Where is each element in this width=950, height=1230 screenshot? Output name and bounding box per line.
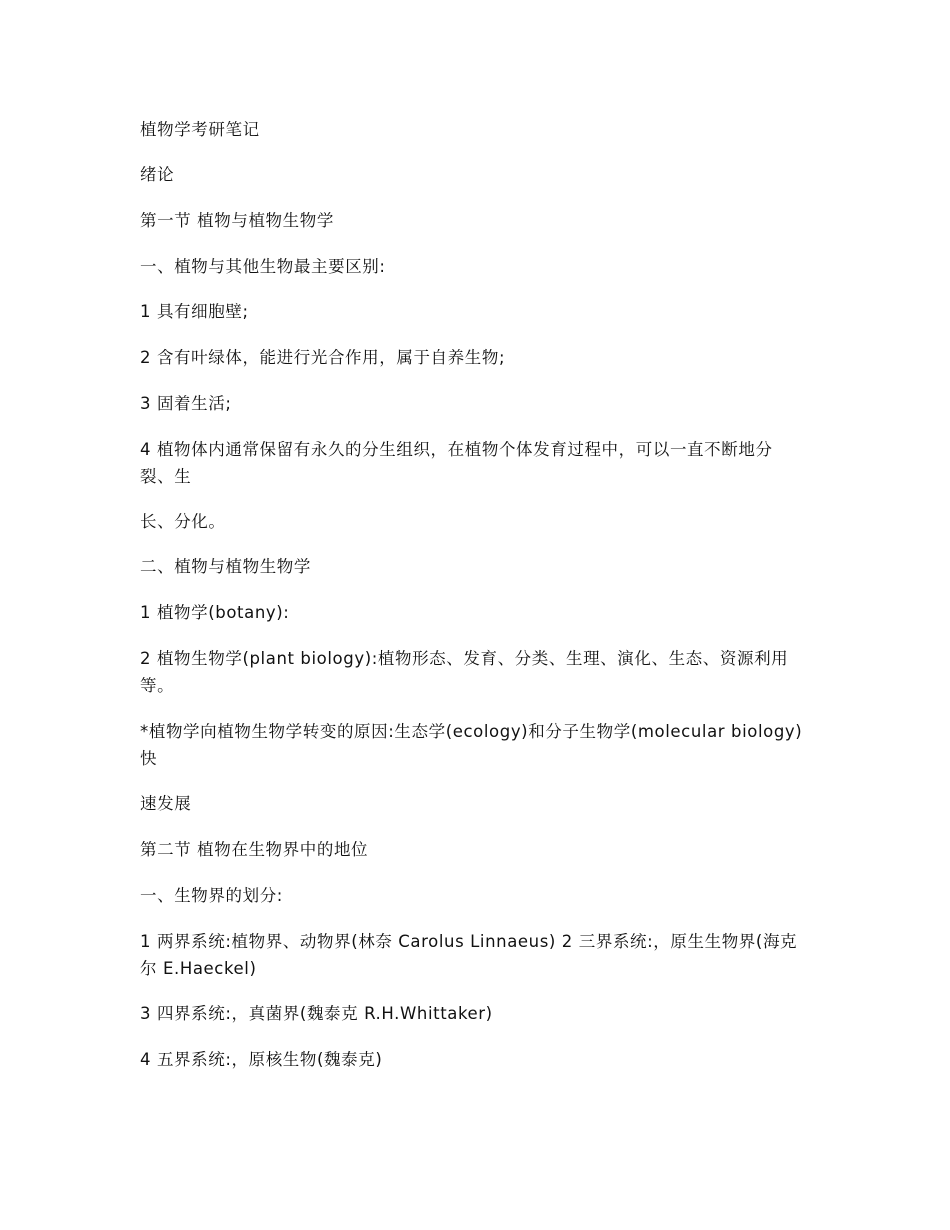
list-item-continuation: 长、分化。 — [140, 512, 226, 531]
section-heading-1: 第一节 植物与植物生物学 — [140, 211, 334, 230]
note-continuation: 速发展 — [140, 794, 192, 813]
list-item: 4 五界系统:，原核生物(魏泰克) — [140, 1050, 383, 1069]
subsection-heading: 一、生物界的划分: — [140, 886, 283, 905]
list-item: 2 植物生物学(plant biology):植物形态、发育、分类、生理、演化、生态、资源利用等。 — [140, 649, 789, 695]
list-item: 1 具有细胞壁; — [140, 302, 249, 321]
section-heading-2: 第二节 植物在生物界中的地位 — [140, 840, 369, 859]
document-title: 植物学考研笔记 — [140, 120, 260, 139]
subsection-heading: 二、植物与植物生物学 — [140, 557, 311, 576]
list-item: 3 固着生活; — [140, 394, 232, 413]
heading-introduction: 绪论 — [140, 165, 175, 184]
list-item: 1 植物学(botany): — [140, 603, 290, 622]
subsection-heading: 一、植物与其他生物最主要区别: — [140, 257, 386, 276]
list-item: 3 四界系统:，真菌界(魏泰克 R.H.Whittaker) — [140, 1004, 493, 1023]
note-paragraph: *植物学向植物生物学转变的原因:生态学(ecology)和分子生物学(molecular biology)快 — [140, 722, 803, 768]
list-item: 2 含有叶绿体，能进行光合作用，属于自养生物; — [140, 348, 506, 367]
list-item: 4 植物体内通常保留有永久的分生组织，在植物个体发育过程中，可以一直不断地分裂、生 — [140, 440, 773, 486]
list-item: 1 两界系统:植物界、动物界(林奈 Carolus Linnaeus) 2 三界系统:，原生生物界(海克尔 E.Haeckel) — [140, 932, 798, 978]
